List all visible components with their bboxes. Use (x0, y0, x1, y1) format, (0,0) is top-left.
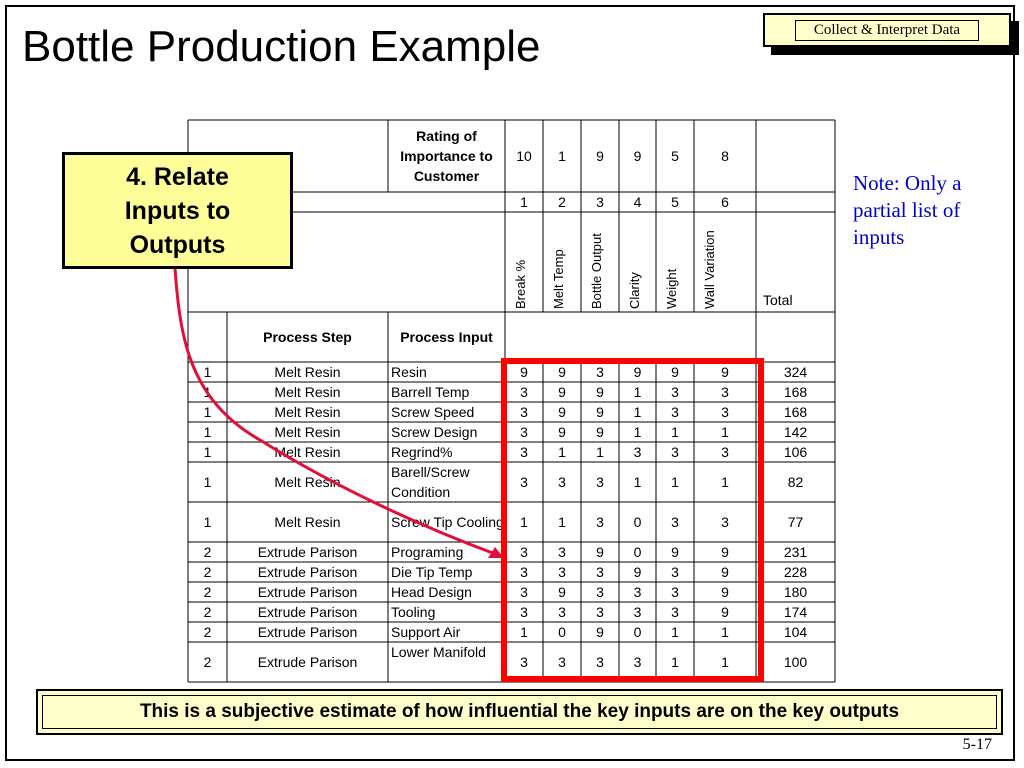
row-total: 142 (783, 424, 808, 440)
rating-cell: 3 (633, 604, 642, 620)
row-process-input: Programing (391, 544, 464, 560)
output-number: 1 (520, 194, 528, 210)
output-number: 2 (558, 194, 566, 210)
rating-cell: 3 (671, 444, 679, 460)
step-callout-text: 4. Relate Inputs to Outputs (124, 162, 231, 259)
row-total: 324 (783, 364, 808, 380)
row-process-step: Extrude Parison (257, 624, 358, 640)
row-total: 82 (787, 474, 804, 490)
output-name: Weight (664, 268, 679, 309)
rating-cell: 3 (520, 654, 528, 670)
rating-cell: 3 (558, 564, 566, 580)
rating-cell: 1 (671, 474, 679, 490)
row-process-step: Extrude Parison (257, 654, 358, 670)
rating-cell: 9 (596, 624, 604, 640)
row-process-input: Head Design (391, 584, 472, 600)
rating-cell: 9 (721, 584, 729, 600)
rating-cell: 3 (633, 654, 642, 670)
output-number: 3 (596, 194, 604, 210)
rating-cell: 9 (558, 424, 566, 440)
row-process-input: Die Tip Temp (391, 564, 473, 580)
row-step-number: 1 (203, 444, 212, 460)
rating-cell: 3 (520, 474, 528, 490)
row-process-input: Barell/Screw Condition (391, 464, 470, 500)
rating-cell: 1 (671, 424, 679, 440)
rating-cell: 1 (671, 624, 679, 640)
rating-cell: 9 (633, 364, 642, 380)
rating-cell: 3 (558, 544, 566, 560)
row-step-number: 2 (203, 604, 212, 620)
row-total: 100 (783, 654, 808, 670)
rating-cell: 3 (520, 384, 528, 400)
row-process-step: Extrude Parison (257, 564, 358, 580)
rating-cell: 3 (596, 604, 604, 620)
rating-cell: 9 (558, 364, 566, 380)
rating-cell: 3 (520, 584, 528, 600)
rating-cell: 3 (596, 564, 604, 580)
row-total: 180 (783, 584, 808, 600)
row-step-number: 2 (203, 564, 212, 580)
callout-arrow (175, 268, 498, 555)
rating-cell: 0 (633, 624, 642, 640)
note-text: Note: Only a partial list of inputs (853, 171, 962, 249)
rating-cell: 1 (596, 444, 604, 460)
rating-cell: 1 (633, 424, 642, 440)
row-process-input: Regrind% (391, 444, 453, 460)
rating-cell: 1 (671, 654, 679, 670)
row-total: 168 (783, 404, 808, 420)
row-total: 168 (783, 384, 808, 400)
row-total: 77 (787, 514, 804, 530)
rating-cell: 9 (596, 544, 604, 560)
rating-cell: 1 (558, 444, 566, 460)
rating-cell: 9 (721, 364, 729, 380)
rating-cell: 3 (671, 514, 679, 530)
rating-cell: 1 (721, 654, 729, 670)
rating-cell: 3 (721, 444, 729, 460)
rating-cell: 3 (721, 384, 729, 400)
row-process-step: Melt Resin (274, 404, 341, 420)
importance-value: 1 (558, 148, 566, 164)
rating-cell: 3 (671, 584, 679, 600)
importance-value: 9 (633, 148, 642, 164)
row-total: 174 (783, 604, 808, 620)
rating-cell: 1 (633, 404, 642, 420)
row-step-number: 2 (203, 584, 212, 600)
rating-cell: 9 (721, 544, 729, 560)
importance-value: 5 (671, 148, 679, 164)
row-step-number: 1 (203, 364, 212, 380)
importance-value: 10 (516, 148, 532, 164)
output-name: Wall Variation (702, 230, 717, 309)
row-step-number: 2 (203, 544, 212, 560)
row-total: 231 (783, 544, 808, 560)
rating-cell: 9 (596, 404, 604, 420)
section-tag-label: Collect & Interpret Data (795, 20, 979, 41)
rating-cell: 1 (721, 424, 729, 440)
importance-value: 8 (721, 148, 729, 164)
rating-cell: 9 (721, 604, 729, 620)
row-total: 228 (783, 564, 808, 580)
rating-cell: 3 (721, 514, 729, 530)
summary-box (36, 689, 1003, 735)
rating-cell: 3 (520, 424, 528, 440)
rating-cell: 3 (596, 514, 604, 530)
rating-cell: 3 (520, 404, 528, 420)
row-step-number: 1 (203, 514, 212, 530)
rating-cell: 3 (633, 584, 642, 600)
rating-cell: 3 (520, 444, 528, 460)
row-process-input: Screw Tip Cooling (391, 514, 504, 530)
rating-cell: 1 (721, 474, 729, 490)
row-total: 104 (783, 624, 808, 640)
row-process-step: Melt Resin (274, 514, 341, 530)
rating-cell: 3 (558, 654, 566, 670)
rating-cell: 1 (520, 624, 528, 640)
row-step-number: 1 (203, 404, 212, 420)
row-process-step: Melt Resin (274, 384, 341, 400)
rating-cell: 0 (633, 544, 642, 560)
rating-cell: 1 (721, 624, 729, 640)
row-process-step: Extrude Parison (257, 544, 358, 560)
row-step-number: 1 (203, 474, 212, 490)
row-step-number: 2 (203, 624, 212, 640)
rating-cell: 9 (558, 384, 566, 400)
page-number: 5-17 (962, 736, 992, 753)
output-name: Clarity (627, 272, 642, 309)
output-number: 6 (721, 194, 729, 210)
slide-title: Bottle Production Example (22, 22, 541, 71)
row-process-input: Tooling (391, 604, 436, 620)
rating-cell: 3 (596, 364, 604, 380)
rating-cell: 3 (520, 604, 528, 620)
row-process-step: Melt Resin (274, 474, 341, 490)
rating-cell: 3 (558, 604, 566, 620)
output-name: Melt Temp (551, 249, 566, 309)
row-step-number: 2 (203, 654, 212, 670)
row-process-step: Extrude Parison (257, 604, 358, 620)
rating-cell: 3 (520, 544, 528, 560)
row-process-input: Barrell Temp (391, 384, 470, 400)
row-process-step: Melt Resin (274, 444, 341, 460)
row-process-input: Resin (391, 364, 427, 380)
row-process-input: Screw Speed (391, 404, 475, 420)
row-step-number: 1 (203, 384, 212, 400)
col-header-process-step: Process Step (263, 329, 352, 345)
rating-cell: 3 (721, 404, 729, 420)
output-number: 4 (633, 194, 642, 210)
row-process-input: Lower Manifold (391, 644, 486, 660)
rating-cell: 9 (633, 564, 642, 580)
rating-cell: 3 (633, 444, 642, 460)
rating-cell: 9 (671, 544, 679, 560)
row-process-step: Melt Resin (274, 424, 341, 440)
row-process-input: Screw Design (391, 424, 478, 440)
col-header-process-input: Process Input (400, 329, 493, 345)
rating-cell: 9 (721, 564, 729, 580)
output-name: Break % (513, 259, 528, 309)
rating-cell: 3 (558, 474, 566, 490)
rating-cell: 1 (520, 514, 528, 530)
output-name: Bottle Output (589, 233, 604, 309)
summary-text: This is a subjective estimate of how influential the key inputs are on the key outputs (42, 695, 997, 729)
row-step-number: 1 (203, 424, 212, 440)
rating-cell: 3 (671, 564, 679, 580)
total-label: Total (763, 292, 793, 308)
row-process-input: Support Air (391, 624, 461, 640)
row-process-step: Extrude Parison (257, 584, 358, 600)
rating-cell: 3 (671, 404, 679, 420)
rating-cell: 9 (596, 384, 604, 400)
rating-cell: 9 (558, 584, 566, 600)
rating-cell: 3 (671, 384, 679, 400)
rating-cell: 1 (558, 514, 566, 530)
rating-cell: 1 (633, 384, 642, 400)
rating-cell: 3 (671, 604, 679, 620)
rating-cell: 0 (558, 624, 566, 640)
rating-cell: 3 (520, 564, 528, 580)
importance-value: 9 (596, 148, 604, 164)
row-process-step: Melt Resin (274, 364, 341, 380)
row-total: 106 (783, 444, 808, 460)
output-number: 5 (671, 194, 679, 210)
rating-cell: 9 (596, 424, 604, 440)
rating-cell: 9 (558, 404, 566, 420)
rating-cell: 3 (596, 654, 604, 670)
rating-cell: 3 (596, 584, 604, 600)
rating-cell: 1 (633, 474, 642, 490)
importance-label: Rating of Importance to Customer (400, 128, 493, 184)
rating-cell: 9 (671, 364, 679, 380)
rating-cell: 3 (596, 474, 604, 490)
rating-cell: 9 (520, 364, 528, 380)
rating-cell: 0 (633, 514, 642, 530)
step-callout (62, 152, 293, 269)
